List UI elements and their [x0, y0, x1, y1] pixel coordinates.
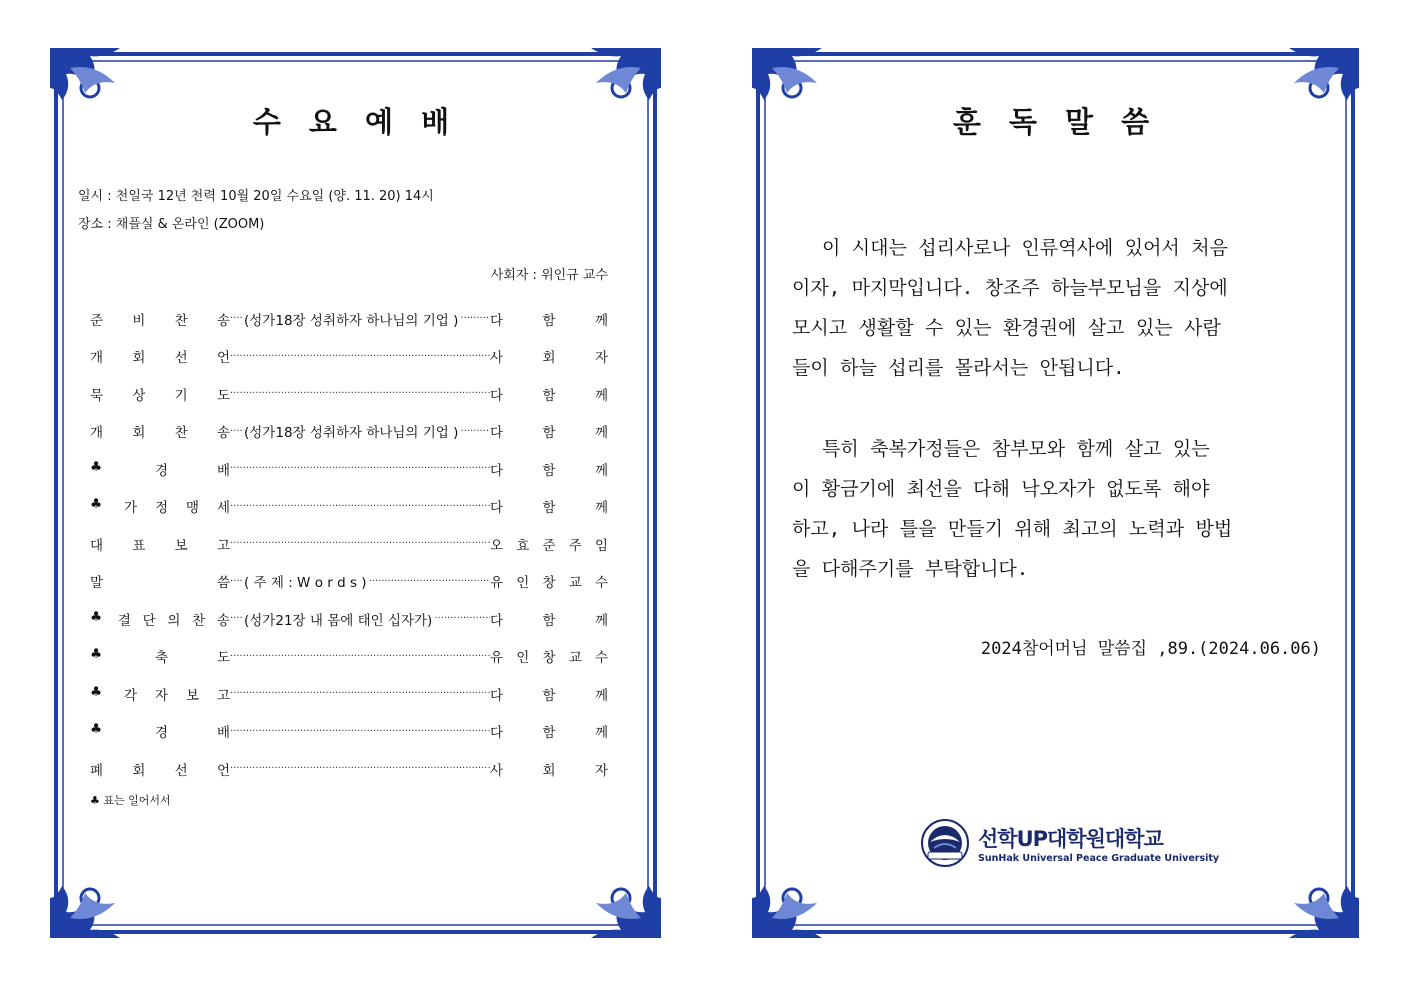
program-leader-char: 함 [542, 387, 556, 404]
program-leader-char: 께 [594, 687, 608, 704]
program-item-leader [490, 421, 608, 441]
program-item-char: 언 [216, 350, 230, 367]
university-seal-icon [920, 818, 970, 868]
program-item-char: 씀 [216, 575, 230, 592]
program-leader-char: 다 [490, 500, 504, 517]
program-item-char: 대 [90, 537, 104, 554]
place-line: 장소 : 채플실 & 온라인 (ZOOM) [78, 217, 265, 232]
program-item-char: 경 [155, 462, 169, 479]
program-item-char: 상 [132, 387, 146, 404]
program-item-leader [490, 609, 608, 629]
program-row [90, 450, 608, 488]
program-item-char: 고 [216, 537, 230, 554]
university-logo [920, 818, 1219, 868]
left-page [50, 48, 661, 938]
program-leader-char: 다 [490, 425, 504, 442]
program-leader-char: 께 [594, 387, 608, 404]
program-item-leader [490, 346, 608, 366]
program-item-char: 묵 [90, 387, 104, 404]
program-row [90, 713, 608, 751]
program-item-char: 언 [216, 762, 230, 779]
sermon-line: 을 다해주기를 부탁합니다. [792, 558, 1029, 580]
program-item-char: 결 [117, 612, 131, 629]
program-leader-char: 다 [490, 687, 504, 704]
page-title: 수 요 예 배 [252, 105, 459, 139]
program-item-name [90, 459, 230, 479]
program-row [90, 675, 608, 713]
program-leader-char: 다 [490, 725, 504, 742]
program-leader-char: 함 [542, 687, 556, 704]
program-item-char: 개 [90, 425, 104, 442]
program-item-char: 찬 [174, 312, 188, 329]
date-line: 일시 : 천일국 12년 천력 10월 20일 수요일 (양. 11. 20) 14시 [78, 189, 434, 204]
program-item-leader [490, 646, 608, 666]
program-leader-char: 자 [594, 350, 608, 367]
program-item-name [90, 684, 230, 704]
program-item-note: (성가18장 성취하자 하나님의 기업 ) [244, 312, 459, 329]
program-row [90, 300, 608, 338]
program-item-char: 송 [216, 612, 230, 629]
program-item-char: 세 [216, 500, 230, 517]
program-item-leader [490, 759, 608, 779]
program-item-char: 도 [216, 387, 230, 404]
program-leader-line [230, 388, 490, 399]
program-row [90, 600, 608, 638]
program-item-char: 비 [132, 312, 146, 329]
program-leader-char: 다 [490, 462, 504, 479]
program-leader-char: 다 [490, 387, 504, 404]
program-item-char: 각 [124, 687, 138, 704]
program-row [90, 525, 608, 563]
sermon-line: 이 시대는 섭리사로나 인류역사에 있어서 처음 [822, 237, 1228, 259]
program-row [90, 488, 608, 526]
sermon-paragraph-2 [792, 429, 1317, 589]
program-leader-line [230, 309, 490, 329]
program-leader-line [230, 501, 490, 512]
program-item-note: ( 주 제 : W o r d s ) [244, 575, 367, 592]
program-item-char: 가 [124, 500, 138, 517]
program-item-name [90, 421, 230, 441]
program-item-char: 맹 [185, 500, 200, 517]
program-leader-line [230, 609, 490, 629]
program-item-char: 송 [216, 312, 230, 329]
logo-korean-name: 선학UP대학원대학교 [978, 826, 1163, 851]
program-leader-char: 수 [594, 575, 608, 592]
program-item-leader [490, 496, 608, 516]
program-row [90, 375, 608, 413]
logo-english-name: SunHak Universal Peace Graduate University [978, 852, 1220, 864]
program-item-char: 폐 [90, 762, 104, 779]
program-item-leader [490, 384, 608, 404]
club-icon: ♣ [90, 608, 103, 625]
footnote: ♣ 표는 일어서서 [90, 794, 171, 807]
program-row [90, 338, 608, 376]
program-item-char: 정 [155, 500, 169, 517]
program-item-char: 기 [174, 387, 188, 404]
program-item-leader [490, 684, 608, 704]
program-leader-char: 교 [568, 650, 582, 667]
program-item-char: 보 [185, 687, 200, 704]
club-icon: ♣ [90, 496, 103, 513]
program-leader-char: 회 [542, 762, 556, 779]
program-leader-char: 께 [594, 725, 608, 742]
program-item-name [90, 384, 230, 404]
page-title: 훈 독 말 씀 [952, 105, 1159, 139]
program-item-char: 축 [155, 650, 169, 667]
program-item-name [90, 496, 230, 516]
club-icon: ♣ [90, 646, 103, 663]
program-leader-char: 효 [516, 537, 530, 554]
program-item-name [90, 571, 230, 591]
program-leader-char: 주 [568, 537, 582, 554]
program-row [90, 563, 608, 601]
program-row [90, 750, 608, 788]
program-leader-char: 회 [542, 350, 556, 367]
program-leader-line [230, 538, 490, 549]
program-leader-char: 교 [568, 575, 582, 592]
program-item-note: (성가18장 성취하자 하나님의 기업 ) [244, 425, 459, 442]
program-item-leader [490, 721, 608, 741]
program-item-char: 찬 [174, 425, 188, 442]
program-leader-char: 임 [594, 537, 608, 554]
sermon-line: 특히 축복가정들은 참부모와 함께 살고 있는 [822, 438, 1210, 460]
program-leader-line [230, 351, 490, 362]
program-leader-char: 준 [542, 537, 556, 554]
program-item-char: 준 [90, 312, 104, 329]
program-item-char: 배 [216, 462, 230, 479]
program-leader-line [230, 651, 490, 662]
program-item-char: 개 [90, 350, 104, 367]
club-icon: ♣ [90, 458, 103, 475]
program-list [90, 300, 608, 788]
program-leader-char: 수 [594, 650, 608, 667]
program-item-name [90, 721, 230, 741]
right-page [752, 48, 1359, 938]
program-leader-char: 함 [542, 312, 556, 329]
program-leader-char: 함 [542, 725, 556, 742]
program-item-char: 찬 [192, 612, 206, 629]
program-leader-char: 유 [490, 575, 504, 592]
sermon-paragraph-1 [792, 228, 1317, 388]
program-leader-char: 함 [542, 425, 556, 442]
host-line: 사회자 : 위인규 교수 [490, 268, 608, 283]
club-icon: ♣ [90, 721, 103, 738]
program-leader-char: 다 [490, 612, 504, 629]
program-item-char: 배 [216, 725, 230, 742]
program-leader-char: 께 [594, 312, 608, 329]
program-item-leader [490, 534, 608, 554]
program-item-char: 경 [155, 725, 169, 742]
sermon-line: 들이 하늘 섭리를 몰라서는 안됩니다. [792, 357, 1125, 379]
program-item-name [90, 309, 230, 329]
program-item-char: 단 [142, 612, 156, 629]
program-leader-char: 인 [516, 575, 530, 592]
program-leader-char: 창 [542, 575, 556, 592]
program-leader-char: 함 [542, 500, 556, 517]
program-leader-char: 사 [490, 762, 504, 779]
program-item-leader [490, 571, 608, 591]
program-item-note: (성가21장 내 몸에 태인 십자가) [244, 612, 433, 629]
program-item-char: 보 [174, 537, 188, 554]
program-item-char: 도 [216, 650, 230, 667]
program-item-char: 고 [216, 687, 230, 704]
program-item-char: 표 [132, 537, 146, 554]
program-leader-char: 께 [594, 425, 608, 442]
program-item-char: 회 [132, 762, 146, 779]
sermon-line: 모시고 생활할 수 있는 환경권에 살고 있는 사람 [792, 317, 1221, 339]
program-item-char: 말 [90, 575, 104, 592]
program-item-name [90, 759, 230, 779]
program-leader-char: 인 [516, 650, 530, 667]
program-item-name [90, 346, 230, 366]
program-row [90, 413, 608, 451]
program-leader-line [230, 421, 490, 441]
program-leader-char: 유 [490, 650, 504, 667]
program-item-leader [490, 459, 608, 479]
program-leader-char: 창 [542, 650, 556, 667]
program-leader-char: 께 [594, 612, 608, 629]
program-leader-char: 자 [594, 762, 608, 779]
sermon-line: 이자, 마지막입니다. 창조주 하늘부모님을 지상에 [792, 277, 1228, 299]
program-item-char: 선 [174, 762, 188, 779]
program-item-char: 회 [132, 350, 146, 367]
program-item-char: 의 [167, 612, 181, 629]
program-leader-line [230, 688, 490, 699]
program-leader-char: 오 [490, 537, 504, 554]
program-item-leader [490, 309, 608, 329]
sermon-source: 2024참어머님 말씀집 ,89.(2024.06.06) [980, 639, 1321, 659]
program-item-char: 송 [216, 425, 230, 442]
program-leader-char: 함 [542, 612, 556, 629]
program-leader-char: 께 [594, 500, 608, 517]
program-item-char: 선 [174, 350, 188, 367]
program-row [90, 638, 608, 676]
program-leader-line [230, 726, 490, 737]
program-item-char: 자 [155, 687, 169, 704]
program-leader-char: 다 [490, 312, 504, 329]
program-leader-line [230, 571, 490, 591]
program-leader-line [230, 763, 490, 774]
program-item-char: 회 [132, 425, 146, 442]
program-item-name [90, 534, 230, 554]
program-leader-char: 함 [542, 462, 556, 479]
program-item-name [90, 609, 230, 629]
program-leader-line [230, 463, 490, 474]
sermon-line: 하고, 나라 틀을 만들기 위해 최고의 노력과 방법 [792, 518, 1233, 540]
program-leader-char: 사 [490, 350, 504, 367]
program-leader-char: 께 [594, 462, 608, 479]
club-icon: ♣ [90, 683, 103, 700]
sermon-line: 이 황금기에 최선을 다해 낙오자가 없도록 해야 [792, 478, 1210, 500]
program-item-name [90, 646, 230, 666]
